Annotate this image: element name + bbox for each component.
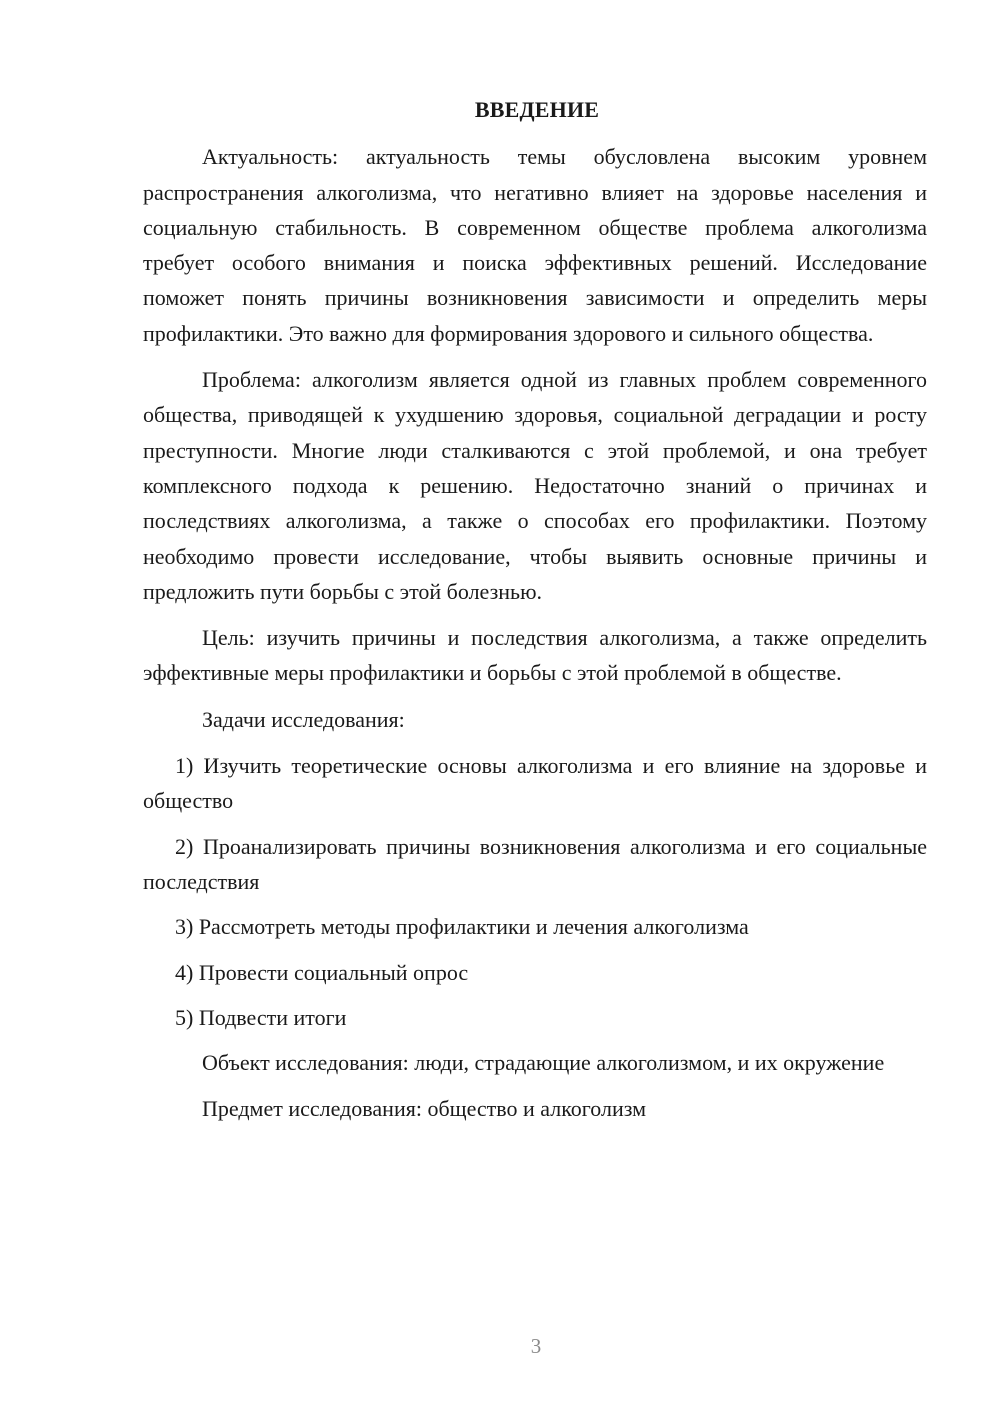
task-item: 5) Подвести итоги <box>175 1004 347 1030</box>
tasks-heading: Задачи исследования: <box>202 706 405 732</box>
page-number: 3 <box>530 1334 542 1358</box>
page-content <box>143 92 927 1138</box>
paragraph-object: Объект исследования: люди, страдающие алкоголизмом, и их окружение <box>202 1050 885 1076</box>
task-item: 1) Изучить теоретические основы алкоголизма и его влияние на здоровье и общество <box>143 753 927 814</box>
paragraph-relevance: Актуальность: актуальность темы обусловлена высоким уровнем распространения алкоголизма, что негативно влияет на здоровье населения и социальную стабильность. В современном обществе проблема алкоголизма требует особого внимания и поиска эффективных решений. Исследование поможет понять причины возникновения зависимости и определить меры профилактики. Это важно для формирования здорового и сильного общества. <box>143 144 927 346</box>
task-item: 4) Провести социальный опрос <box>175 959 469 985</box>
paragraph-problem: Проблема: алкоголизм является одной из главных проблем современного общества, приводящей к ухудшению здоровья, социальной деградации и росту преступности. Многие люди сталкиваются с этой проблемой, и она требует комплексного подхода к решению. Недостаточно знаний о причинах и последствиях алкоголизма, а также о способах его профилактики. Поэтому необходимо провести исследование, чтобы выявить основные причины и предложить пути борьбы с этой болезнью. <box>143 367 927 604</box>
task-item: 2) Проанализировать причины возникновения алкоголизма и его социальные последствия <box>143 833 927 894</box>
paragraph-goal: Цель: изучить причины и последствия алкоголизма, а также определить эффективные меры профилактики и борьбы с этой проблемой в обществе. <box>143 625 927 686</box>
task-item: 3) Рассмотреть методы профилактики и лечения алкоголизма <box>175 914 749 940</box>
section-heading: ВВЕДЕНИЕ <box>474 97 600 122</box>
paragraph-subject: Предмет исследования: общество и алкоголизм <box>202 1096 647 1122</box>
